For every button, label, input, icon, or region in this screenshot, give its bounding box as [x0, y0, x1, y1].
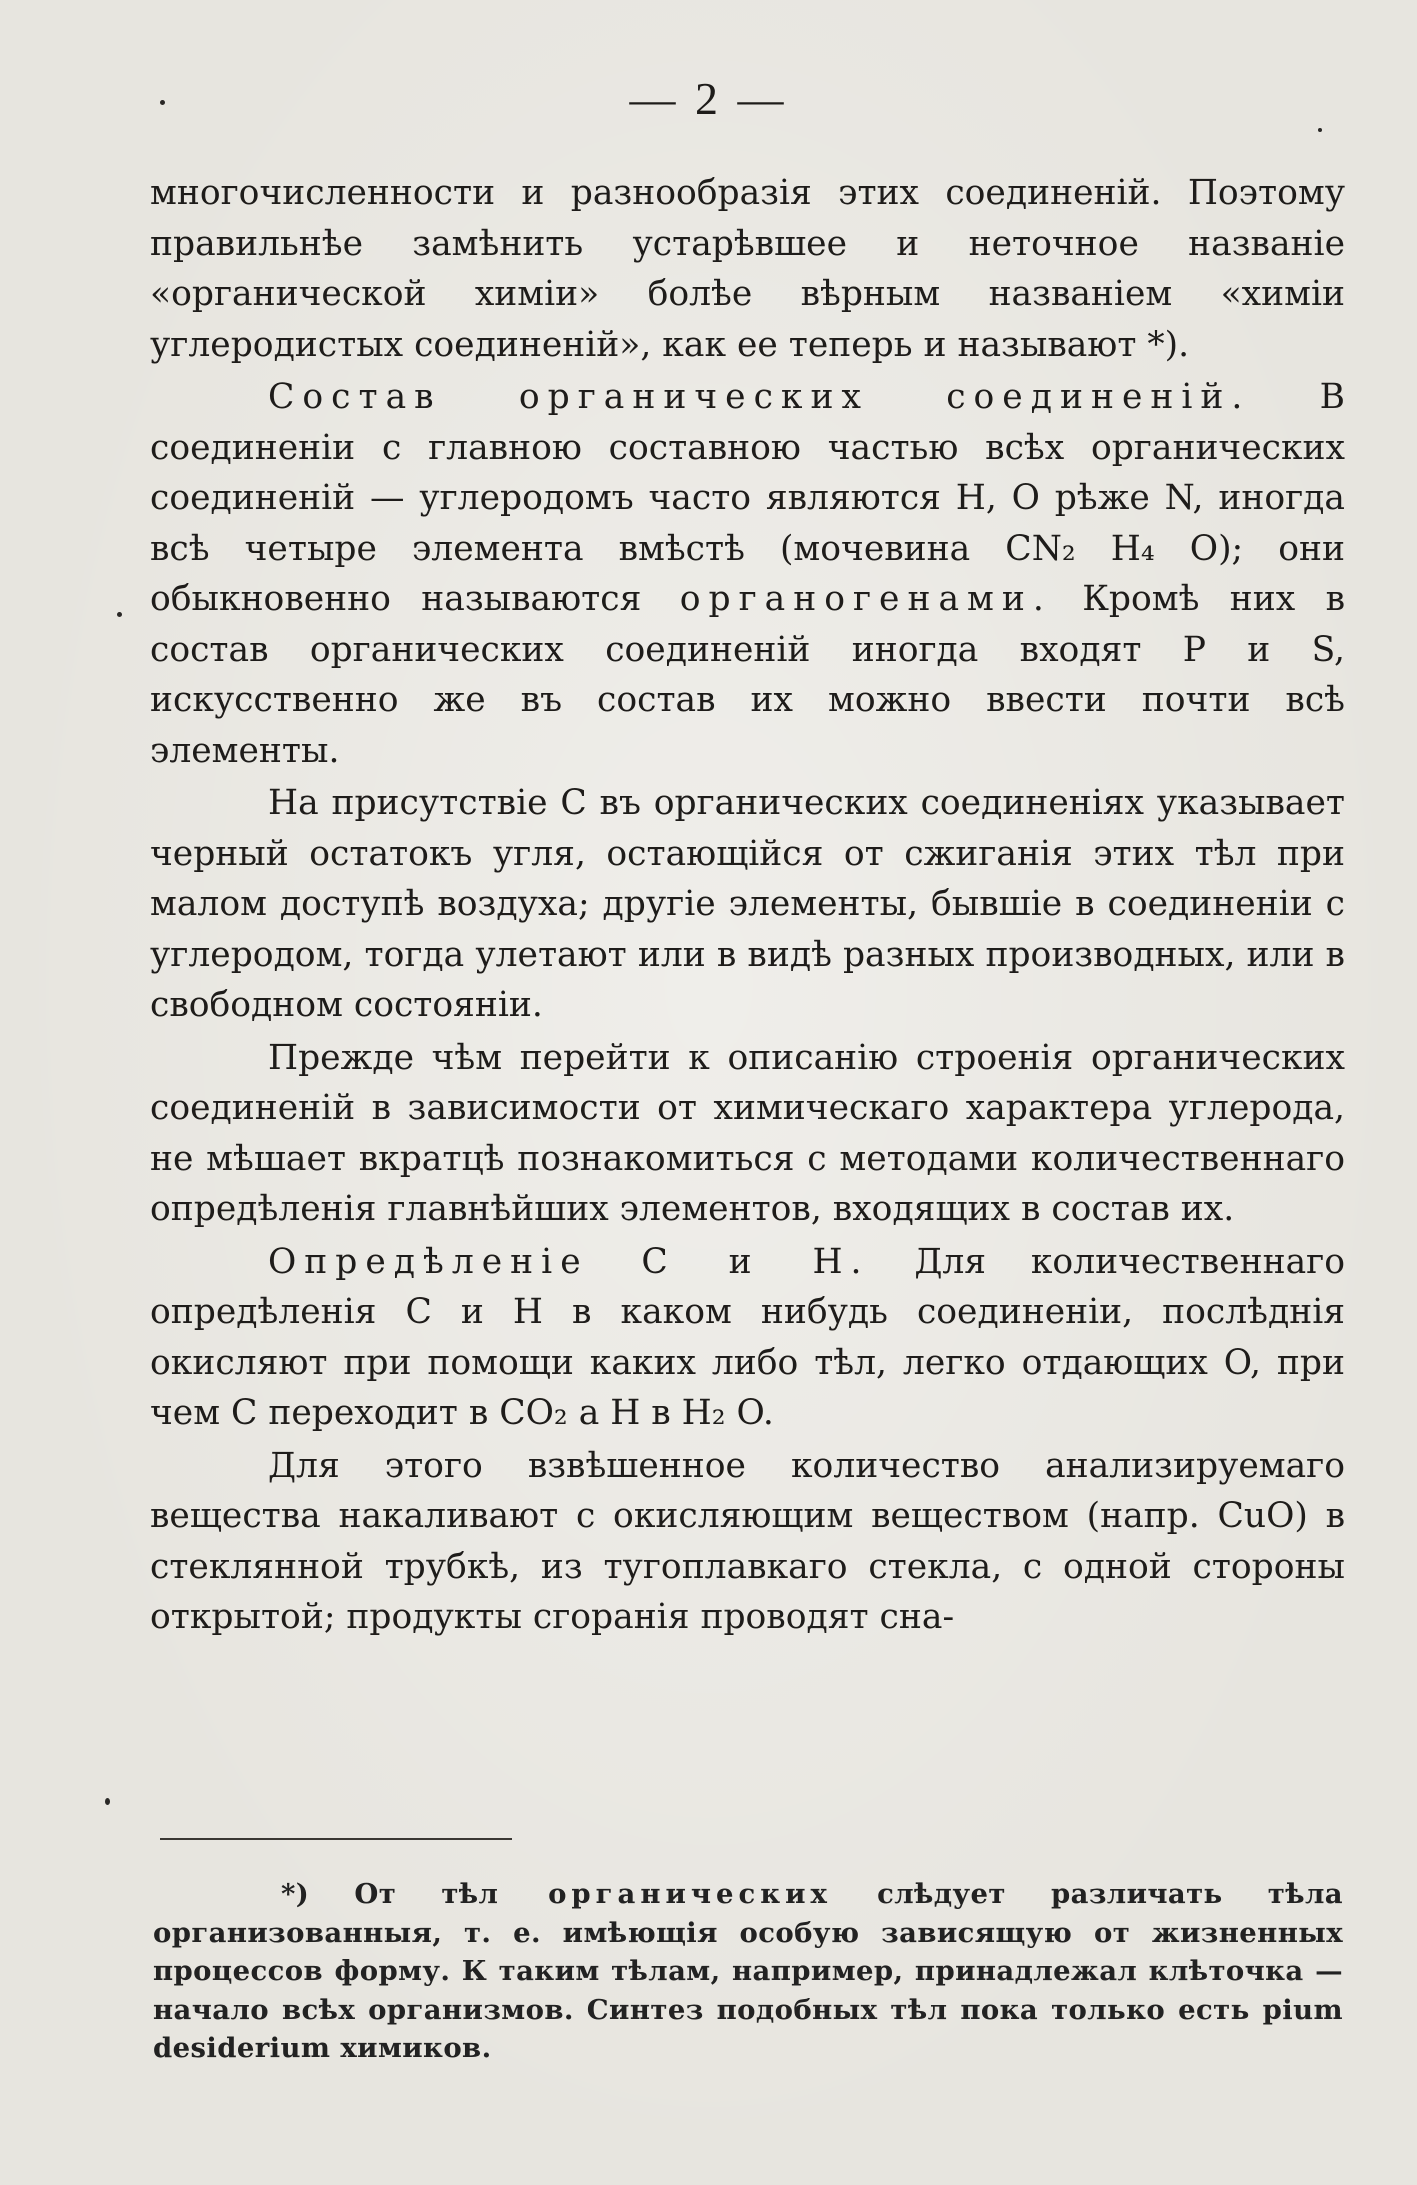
- body-text: [150, 168, 1345, 1643]
- print-speck: [117, 612, 122, 617]
- paragraph-text: В соединеніи с главною составною частью всѣх органических соединеній — углеродомъ часто являются H, O рѣже N, иногда всѣ четыре элемента вмѣстѣ (мочевина CN₂ H₄ O); они обыкновенно называются: [150, 377, 1346, 619]
- footnote: [153, 1875, 1343, 2068]
- paragraph-determination: [150, 1237, 1345, 1439]
- print-speck: [160, 100, 165, 105]
- paragraph-text: Для этого взвѣшенное количество анализируемаго вещества накаливают с окисляющим веществом (напр. CuO) в стеклянной трубкѣ, из тугоплавкаго стекла, с одной стороны открытой; продукты сгоранія проводят сна-: [150, 1445, 1345, 1637]
- paragraph-text: Для количественнаго опредѣленія C и H в каком нибудь соединеніи, послѣднія окисляют при помощи каких либо тѣл, легко отдающих O, при чем C переходит в CO₂ а H в H₂ O.: [150, 1241, 1345, 1433]
- paragraph-text: Кромѣ них в состав органических соединеній иногда входят P и S, искусственно же въ состав их можно ввести почти всѣ элементы.: [150, 579, 1345, 771]
- print-speck: [1318, 128, 1322, 132]
- footnote-marker: *) От тѣл: [281, 1878, 499, 1910]
- paragraph-text: многочисленности и разнообразія этих соединеній. Поэтому правильнѣе замѣнить устарѣвшее и неточное названіе «органической химіи» болѣе вѣрным названіем «химіи углеродистых соединеній», как ее теперь и называют *).: [150, 173, 1345, 365]
- page-number: — 2 —: [629, 73, 788, 124]
- paragraph-text: На присутствіе C въ органических соединеніях указывает черный остатокъ угля, остающійся от сжиганія этих тѣл при малом доступѣ воздуха; другіе элементы, бывшіе в соединеніи с углеродом, тогда улетают или в видѣ разных производных, или в свободном состояніи.: [150, 783, 1345, 1025]
- print-speck: [105, 1798, 110, 1805]
- footnote-text: слѣдует различать тѣла организованныя, т. е. имѣющія особую зависящую от жизненных процессов форму. К таким тѣлам, например, принадлежал клѣточка — начало всѣх организмов. Синтез подобных тѣл пока только есть pium desiderium химиков.: [153, 1878, 1343, 2064]
- paragraph-composition: [150, 372, 1345, 776]
- footnote-divider: [160, 1838, 512, 1840]
- emphasis-organogens: органогенами.: [641, 579, 1052, 619]
- section-heading-composition: Состав органических соединеній.: [268, 377, 1251, 417]
- paragraph-methods: [150, 1033, 1345, 1235]
- paragraph-intro-continuation: [150, 168, 1345, 370]
- paragraph-carbon-presence: [150, 778, 1345, 1031]
- paragraph-text: Прежде чѣм перейти к описанію строенія органических соединеній в зависимости от химическаго характера углерода, не мѣшает вкратцѣ познакомиться с методами количественнаго опредѣленія главнѣйших элементов, входящих в состав их.: [150, 1037, 1345, 1229]
- paragraph-procedure: [150, 1441, 1345, 1643]
- section-heading-determination: Опредѣленіе C и H.: [268, 1241, 870, 1282]
- footnote-emphasis: органических: [498, 1878, 832, 1910]
